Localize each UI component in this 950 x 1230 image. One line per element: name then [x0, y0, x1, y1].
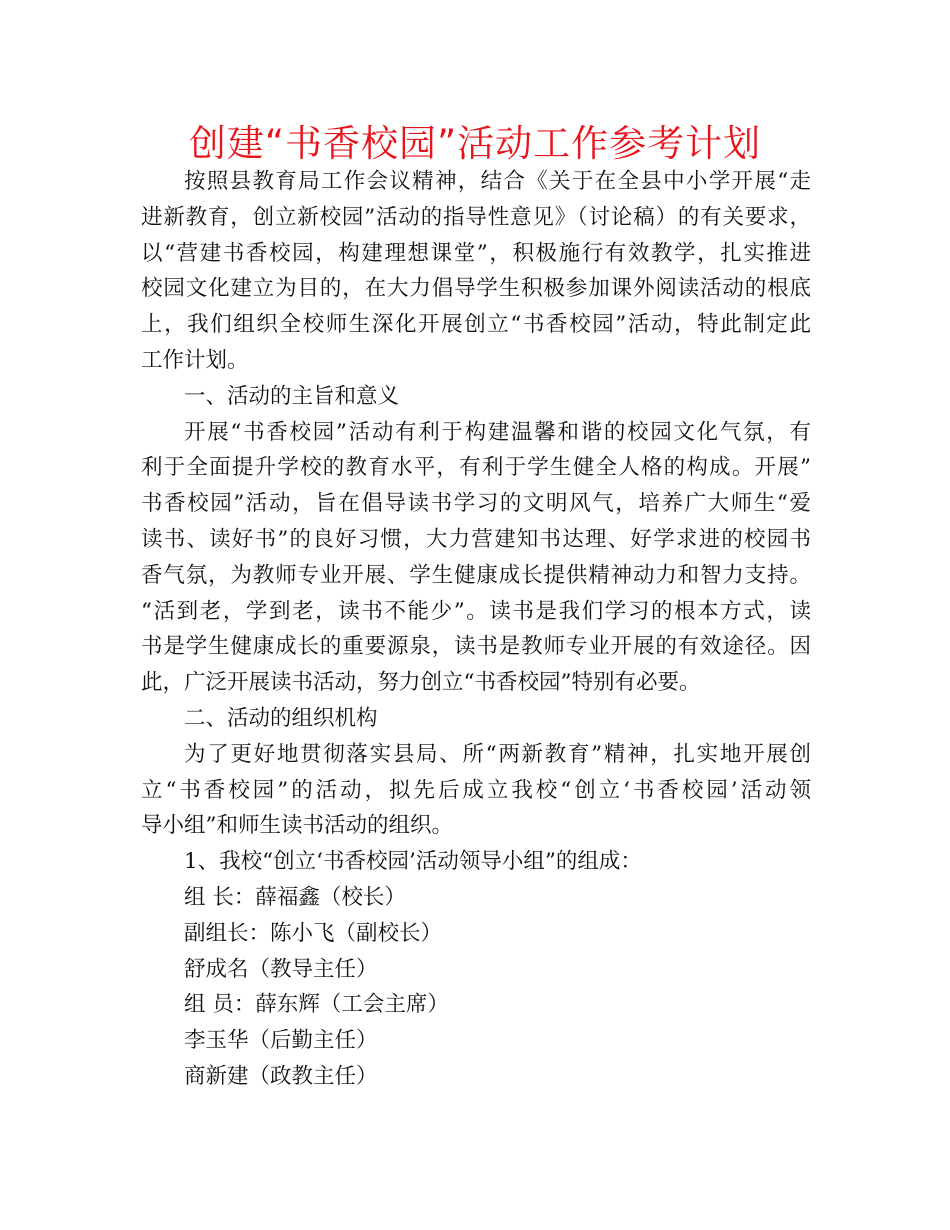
text-line: 香气氛，为教师专业开展、学生健康成长提供精神动力和智力支持。 — [141, 562, 811, 588]
text-line: 读书、读好书”的良好习惯，大力营建知书达理、好学求进的校园书 — [141, 526, 811, 552]
text-line: 为了更好地贯彻落实县局、所“两新教育”精神，扎实地开展创 — [184, 741, 811, 767]
text-line: 李玉华（后勤主任） — [184, 1028, 378, 1054]
text-line: 商新建（政教主任） — [184, 1063, 378, 1089]
document-body — [141, 164, 811, 1095]
text-line: 舒成名（教导主任） — [184, 956, 378, 982]
text-line: 组 长：薛福鑫（校长） — [184, 884, 406, 910]
text-line: 书香校园”活动，旨在倡导读书学习的文明风气，培养广大师生“爱 — [141, 491, 811, 517]
document-title: 创建“书香校园”活动工作参考计划 — [188, 122, 762, 165]
text-line: 开展“书香校园”活动有利于构建温馨和谐的校园文化气氛，有 — [184, 419, 811, 445]
text-line: 1、我校“创立‘书香校园’活动领导小组”的组成： — [184, 849, 642, 875]
text-line: 组 员：薛东辉（工会主席） — [184, 992, 449, 1018]
text-line: 校园文化建立为目的，在大力倡导学生积极参加课外阅读活动的根底 — [141, 276, 811, 302]
text-line: 按照县教育局工作会议精神，结合《关于在全县中小学开展“走 — [184, 169, 811, 194]
text-line: 利于全面提升学校的教育水平，有利于学生健全人格的构成。开展” — [141, 455, 811, 481]
text-line: 二、活动的组织机构 — [184, 705, 378, 731]
text-line: 进新教育，创立新校园”活动的指导性意见》（讨论稿）的有关要求， — [141, 204, 811, 230]
text-line: 工作计划。 — [141, 347, 249, 373]
text-line: “活到老，学到老，读书不能少”。读书是我们学习的根本方式，读 — [141, 598, 811, 624]
text-line: 立“书香校园”的活动，拟先后成立我校“创立‘书香校园’活动领 — [141, 777, 811, 803]
text-line: 书是学生健康成长的重要源泉，读书是教师专业开展的有效途径。因 — [141, 634, 811, 660]
text-line: 此，广泛开展读书活动，努力创立“书香校园”特别有必要。 — [141, 670, 701, 696]
text-line: 以“营建书香校园，构建理想课堂”，积极施行有效教学，扎实推进 — [141, 240, 811, 266]
text-line: 上，我们组织全校师生深化开展创立“书香校园”活动，特此制定此 — [141, 312, 811, 338]
text-line: 副组长：陈小飞（副校长） — [184, 920, 443, 946]
text-line: 一、活动的主旨和意义 — [184, 383, 400, 409]
text-line: 导小组”和师生读书活动的组织。 — [141, 813, 453, 839]
